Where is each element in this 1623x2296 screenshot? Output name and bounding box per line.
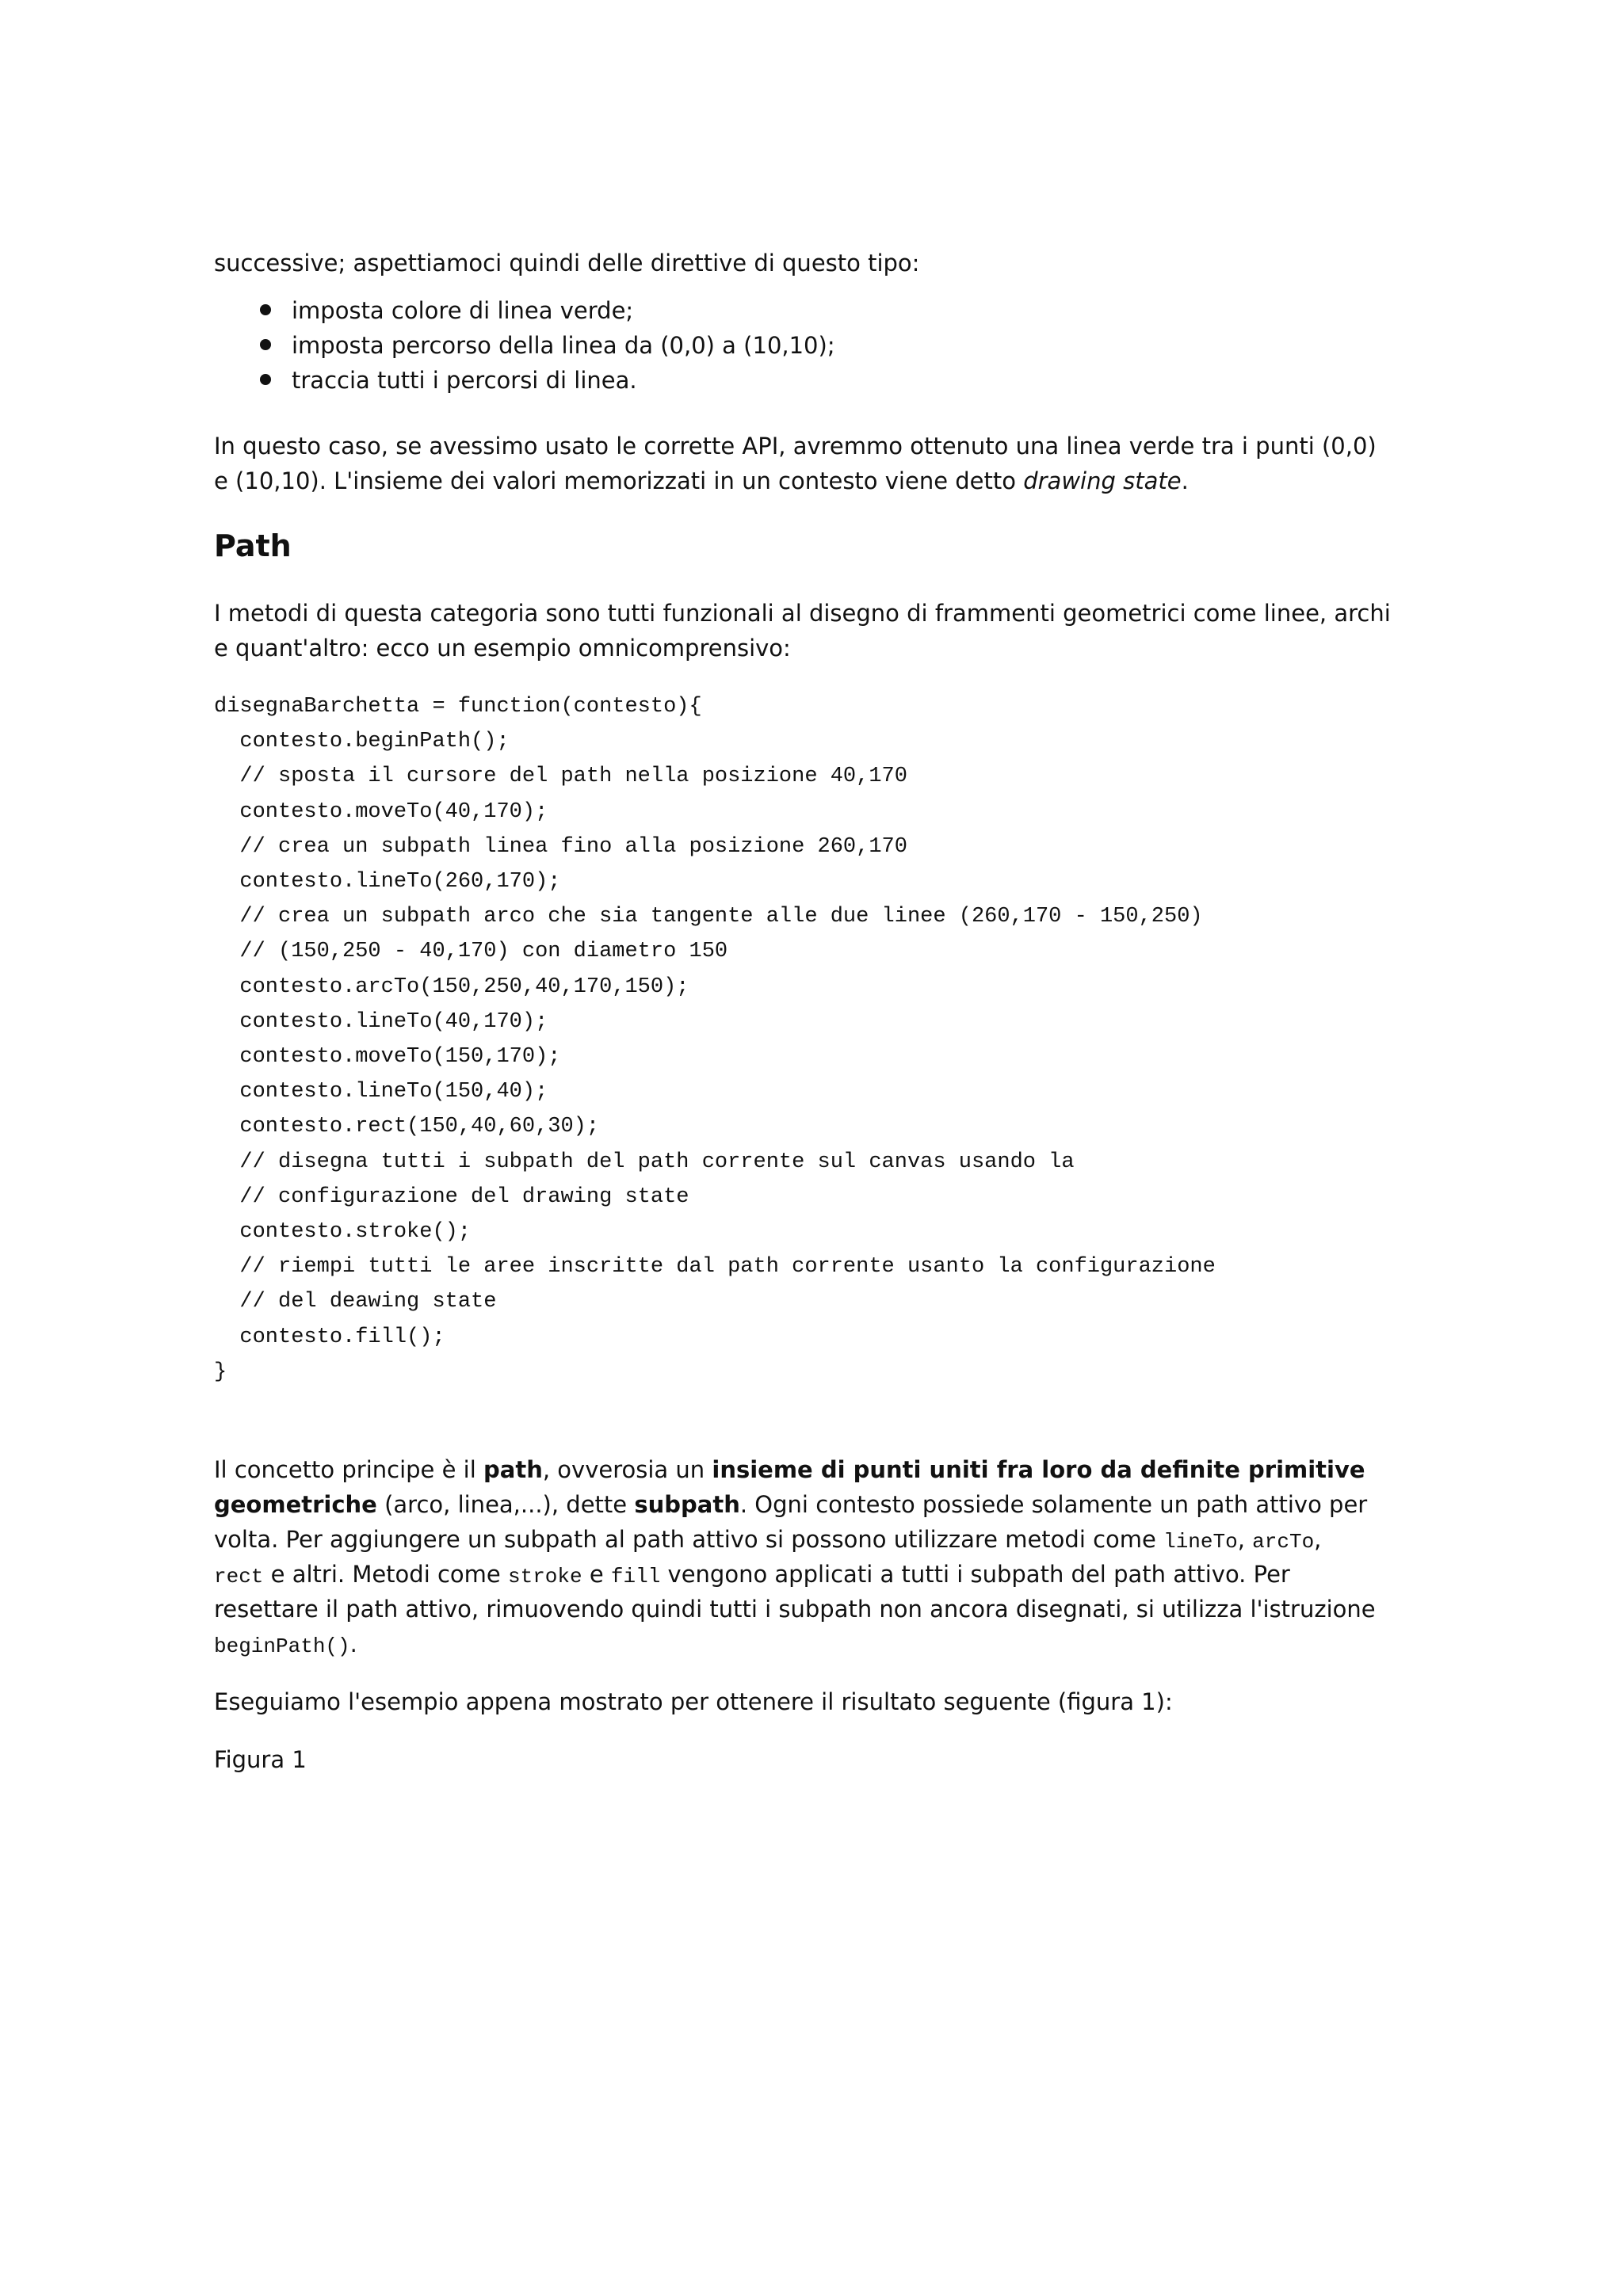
bullet-icon bbox=[260, 304, 271, 315]
inline-code: rect bbox=[214, 1565, 264, 1589]
inline-code: arcTo bbox=[1252, 1530, 1315, 1554]
inline-code: beginPath() bbox=[214, 1634, 350, 1658]
code-line: contesto.beginPath(); bbox=[214, 730, 510, 754]
paragraph-line: resettare il path attivo, rimuovendo quindi tutti i subpath non ancora disegnati, si utilizza l'istruzione bbox=[214, 1596, 1376, 1623]
inline-code: lineTo bbox=[1163, 1530, 1238, 1554]
code-line: contesto.arcTo(150,250,40,170,150); bbox=[214, 974, 689, 999]
bullet-list bbox=[214, 293, 835, 398]
code-line: // configurazione del drawing state bbox=[214, 1184, 689, 1209]
code-line: contesto.fill(); bbox=[214, 1325, 445, 1349]
code-line: // sposta il cursore del path nella posizione 40,170 bbox=[214, 765, 907, 789]
paragraph-line: volta. Per aggiungere un subpath al path attivo si possono utilizzare metodi come lineTo, arcTo, bbox=[214, 1526, 1322, 1554]
bullet-icon bbox=[260, 374, 271, 385]
code-line: // (150,250 - 40,170) con diametro 150 bbox=[214, 940, 728, 964]
code-line: // del deawing state bbox=[214, 1290, 497, 1314]
code-line: contesto.moveTo(150,170); bbox=[214, 1045, 561, 1070]
list-item: imposta colore di linea verde; bbox=[214, 293, 835, 328]
term-emphasis: drawing state bbox=[1023, 467, 1182, 494]
code-line: // riempi tutti le aree inscritte dal path corrente usanto la configurazione bbox=[214, 1255, 1216, 1280]
code-block bbox=[214, 689, 1216, 1390]
paragraph-line: beginPath(). bbox=[214, 1630, 357, 1658]
intro-line: successive; aspettiamoci quindi delle direttive di questo tipo: bbox=[214, 250, 920, 277]
paragraph-line: Il concetto principe è il path, ovverosia un insieme di punti uniti fra loro da definite primitive bbox=[214, 1456, 1365, 1483]
list-item: imposta percorso della linea da (0,0) a (10,10); bbox=[214, 328, 835, 363]
inline-code: stroke bbox=[507, 1565, 582, 1589]
paragraph-line: rect e altri. Metodi come stroke e fill vengono applicati a tutti i subpath del path attivo. Per bbox=[214, 1561, 1290, 1589]
paragraph-line: geometriche (arco, linea,...), dette subpath. Ogni contesto possiede solamente un path attivo per bbox=[214, 1491, 1368, 1518]
code-line: contesto.lineTo(260,170); bbox=[214, 870, 561, 894]
code-line: // crea un subpath linea fino alla posizione 260,170 bbox=[214, 834, 907, 859]
code-line: disegnaBarchetta = function(contesto){ bbox=[214, 695, 702, 719]
code-line: // crea un subpath arco che sia tangente alle due linee (260,170 - 150,250) bbox=[214, 905, 1203, 929]
code-line: contesto.rect(150,40,60,30); bbox=[214, 1115, 600, 1139]
figure-caption: Figura 1 bbox=[214, 1746, 307, 1773]
paragraph-line: e quant'altro: ecco un esempio omnicomprensivo: bbox=[214, 635, 791, 662]
code-line: contesto.lineTo(150,40); bbox=[214, 1080, 548, 1104]
section-heading: Path bbox=[214, 528, 292, 563]
paragraph-line: I metodi di questa categoria sono tutti funzionali al disegno di frammenti geometrici come linee, archi bbox=[214, 600, 1391, 627]
code-line: contesto.stroke(); bbox=[214, 1220, 472, 1245]
paragraph-line: Eseguiamo l'esempio appena mostrato per ottenere il risultato seguente (figura 1): bbox=[214, 1688, 1173, 1715]
code-line: // disegna tutti i subpath del path corrente sul canvas usando la bbox=[214, 1150, 1075, 1174]
code-line: contesto.moveTo(40,170); bbox=[214, 799, 548, 824]
code-line: contesto.lineTo(40,170); bbox=[214, 1009, 548, 1034]
list-item: traccia tutti i percorsi di linea. bbox=[214, 363, 835, 398]
inline-code: fill bbox=[610, 1565, 661, 1589]
code-line: } bbox=[214, 1360, 227, 1384]
paragraph-line: e (10,10). L'insieme dei valori memorizzati in un contesto viene detto drawing state. bbox=[214, 467, 1189, 494]
paragraph-line: In questo caso, se avessimo usato le corrette API, avremmo ottenuto una linea verde tra i punti (0,0) bbox=[214, 433, 1377, 460]
bullet-icon bbox=[260, 339, 271, 350]
